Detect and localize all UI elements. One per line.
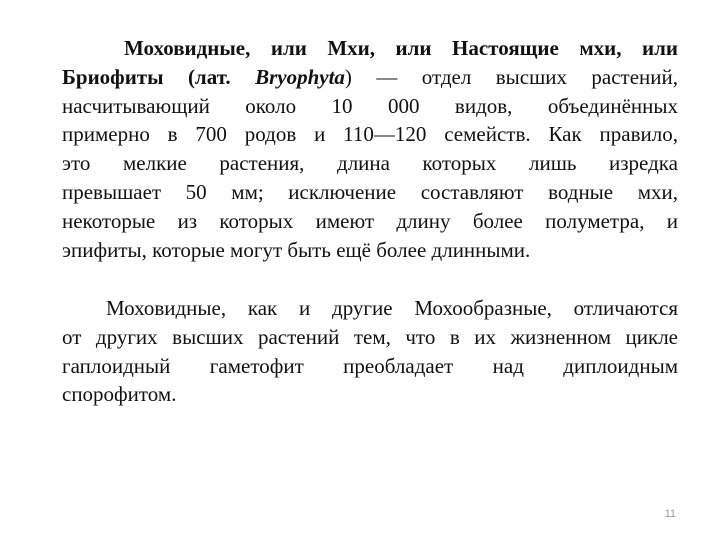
paragraph1-line8: эпифиты, которые могут быть ещё более длинными.: [62, 237, 531, 262]
paragraph1-line5: это мелкие растения, длина которых лишь изредка: [62, 151, 678, 176]
paragraph1-line6: превышает 50 мм; исключение составляют водные мхи,: [62, 179, 678, 204]
paragraph2-line3: гаплоидный гаметофит преобладает над диплоидным: [62, 353, 678, 378]
paragraph1-line3: насчитывающий около 10 000 видов, объединённых: [62, 93, 678, 118]
paragraph1-line2-rest: ) — отдел высших растений,: [344, 64, 679, 89]
paragraph2-line4: спорофитом.: [62, 382, 177, 407]
latin-prefix: (лат.: [187, 64, 231, 89]
paragraph1-line7: некоторые из которых имеют длину более полуметра, и: [62, 208, 678, 233]
latin-name: Bryophyta: [255, 64, 345, 89]
paragraph-life-cycle: [62, 294, 678, 409]
paragraph2-line1: Моховидные, как и другие Мохообразные, отличаются: [106, 296, 678, 320]
page-number: 11: [664, 508, 676, 520]
term-bryophytes: Бриофиты: [62, 64, 164, 89]
paragraph-bryophyta-definition: [62, 34, 678, 264]
paragraph1-line1: Моховидные, или Мхи, или Настоящие мхи, или: [124, 36, 678, 60]
paragraph1-line2: [62, 63, 678, 92]
paragraph2-line2: от других высших растений тем, что в их жизненном цикле: [62, 324, 678, 349]
paragraph1-line4: примерно в 700 родов и 110—120 семейств. Как правило,: [62, 122, 678, 147]
